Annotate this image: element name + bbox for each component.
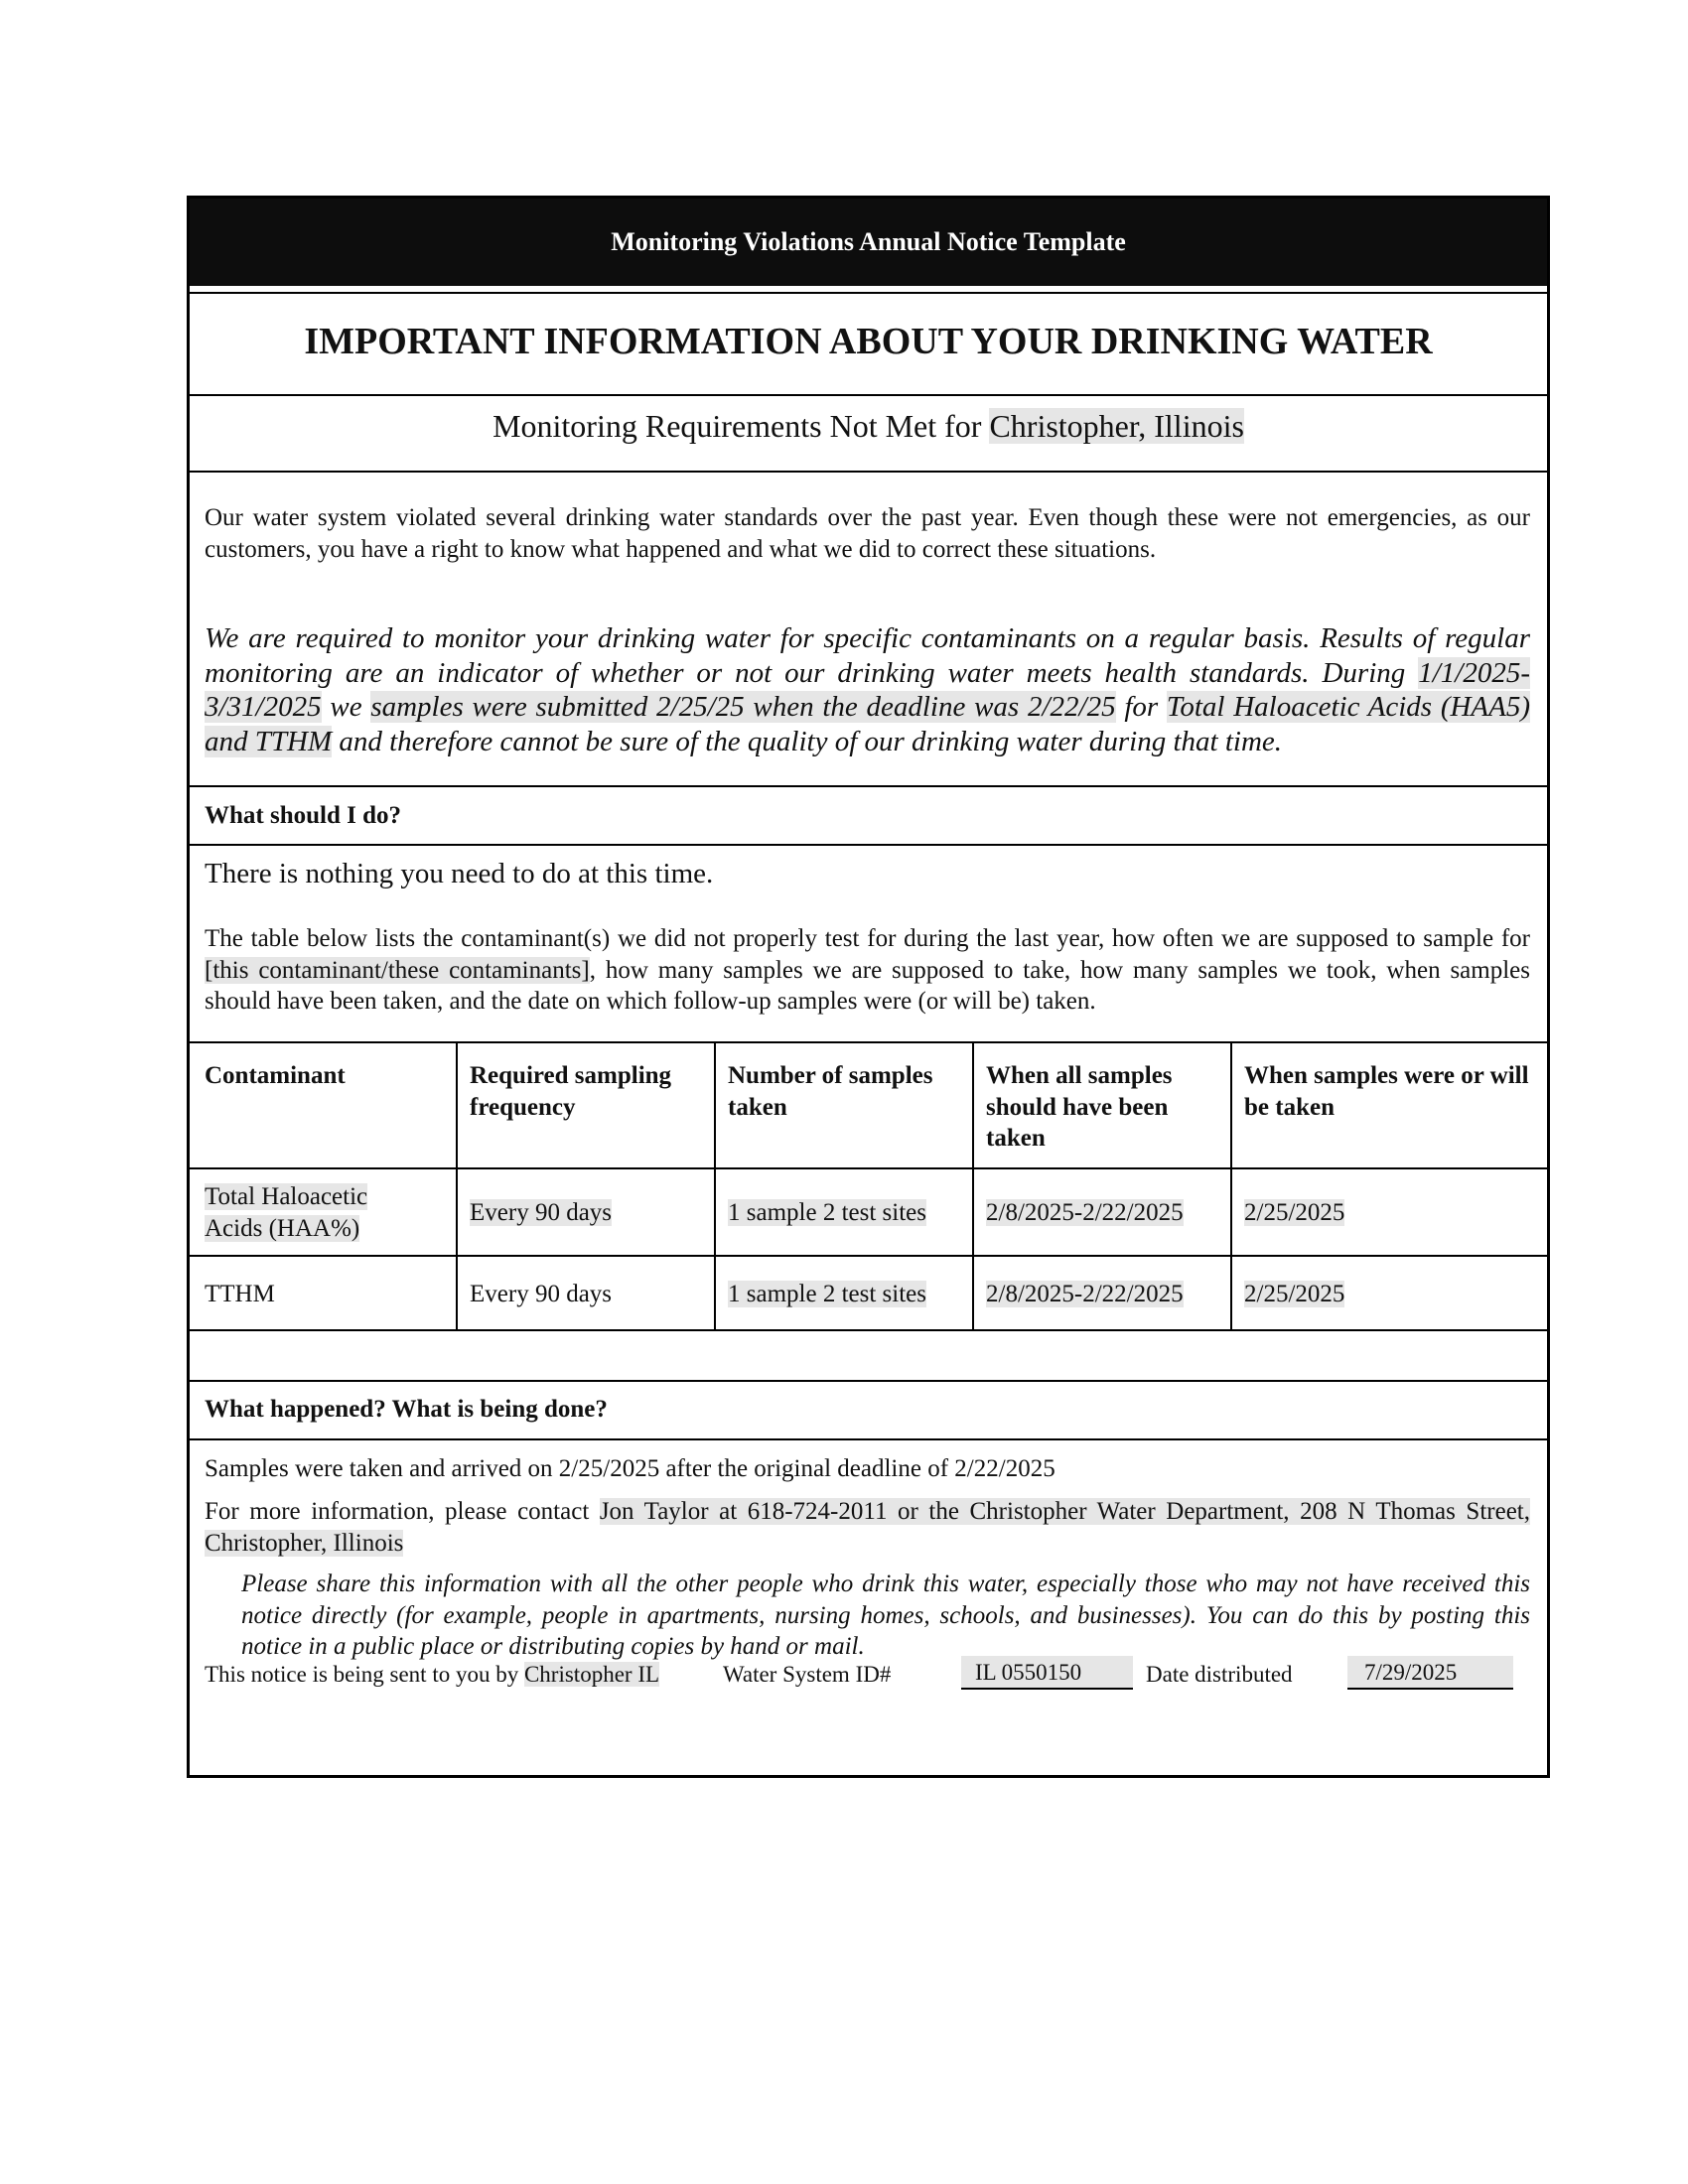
template-header-bar [190,199,1547,286]
monitoring-tail: and therefore cannot be sure of the quality of our drinking water during that time. [332,725,1283,757]
subtitle-prefix: Monitoring Requirements Not Met for [492,408,990,444]
template-title: Monitoring Violations Annual Notice Template [611,227,1126,256]
table-cell: 2/25/2025 [1244,1281,1345,1307]
monitoring-for: for [1115,691,1167,723]
intro-paragraph: Our water system violated several drinking water standards over the past year. Even though these were not emergencies, as our customers, you have a right to know what happened and what we did to correct these situations. [205,504,1530,563]
table-col-rule [1230,1041,1232,1329]
table-col-rule [456,1041,458,1329]
monitoring-contaminants: Total Haloacetic Acids (HAA5) and TTHM [205,691,1531,757]
what-to-do-heading: What should I do? [205,802,401,829]
table-row-rule [190,1255,1547,1257]
table-col-rule [972,1041,974,1329]
table-cell: TTHM [205,1281,275,1307]
table-header-cell: When samples were or will be taken [1244,1062,1529,1121]
table-top-rule [190,1041,1547,1043]
table-cell: Every 90 days [470,1199,613,1226]
divider [190,785,1547,787]
divider [190,1438,1547,1440]
monitoring-we: we [321,691,371,723]
footer-sent-label: This notice is being sent to you by [205,1662,519,1687]
table-cell: Every 90 days [470,1281,613,1307]
table-cell: 1 sample 2 test sites [728,1199,926,1226]
table-intro-after: , how many samples we are supposed to take, how many samples we took, when samples should have been taken, and the date on which follow-up samples were (or will be) taken. [205,956,1530,1015]
table-cell: 2/8/2025-2/22/2025 [986,1199,1184,1226]
footer-date-field: 7/29/2025 [1347,1656,1513,1690]
contact-prefix: For more information, please contact [205,1498,600,1525]
divider [190,1380,1547,1382]
divider [190,844,1547,846]
subtitle-location: Christopher, Illinois [989,408,1244,444]
divider [190,471,1547,473]
table-cell: Total Haloacetic Acids (HAA%) [205,1183,368,1242]
table-row-rule [190,1167,1547,1169]
table-intro-highlight: [this contaminant/these contaminants] [205,956,590,984]
table-cell: 2/8/2025-2/22/2025 [986,1281,1184,1307]
contact-value: Jon Taylor at 618-724-2011 or the Christopher Water Department, 208 N Thomas Street, Christopher, Illinois [205,1498,1530,1557]
table-intro-before: The table below lists the contaminant(s) we did not properly test for during the last year, how often we are supposed to sample for [205,925,1530,952]
what-to-do-answer: There is nothing you need to do at this time. [205,858,714,889]
share-paragraph: Please share this information with all the other people who drink this water, especially those who may not have received this notice directly (for example, people in apartments, nursing homes, schools, and businesses). You can do this by posting this notice in a public place or distributing copies by hand or mail. [241,1570,1530,1660]
what-happened-text: Samples were taken and arrived on 2/25/2025 after the original deadline of 2/22/2025 [205,1455,1055,1482]
footer-system-id-field: IL 0550150 [961,1656,1133,1690]
table-col-rule [714,1041,716,1329]
header-rule [190,292,1547,294]
notice-frame [187,196,1550,1778]
table-header-cell: Required sampling frequency [470,1062,672,1121]
subtitle [190,408,1547,445]
table-bottom-rule [190,1329,1547,1331]
footer-sent-line [205,1662,659,1688]
table-cell: 1 sample 2 test sites [728,1281,926,1307]
divider [190,394,1547,396]
table-intro-paragraph [205,923,1530,1018]
monitoring-paragraph [205,621,1530,758]
monitoring-period: 1/1/2025-3/31/2025 [205,656,1530,723]
footer-system-id-label: Water System ID# [723,1662,892,1687]
contact-paragraph [205,1496,1530,1559]
footer-date-label: Date distributed [1146,1662,1293,1687]
monitoring-lead: We are required to monitor your drinking water for specific contaminants on a regular basis. Results of regular monitoring are an indicator of whether or not our drinking water meets health standards. During [205,622,1530,689]
what-happened-heading: What happened? What is being done? [205,1396,608,1423]
footer-sent-by: Christopher IL [523,1662,660,1687]
monitoring-what: samples were submitted 2/25/25 when the deadline was 2/22/25 [370,691,1116,723]
table-header-cell: Number of samples taken [728,1062,933,1121]
table-cell: 2/25/2025 [1244,1199,1345,1226]
table-header-cell: When all samples should have been taken [986,1062,1173,1152]
table-header-cell: Contaminant [205,1062,346,1089]
main-title: IMPORTANT INFORMATION ABOUT YOUR DRINKING WATER [304,321,1433,362]
